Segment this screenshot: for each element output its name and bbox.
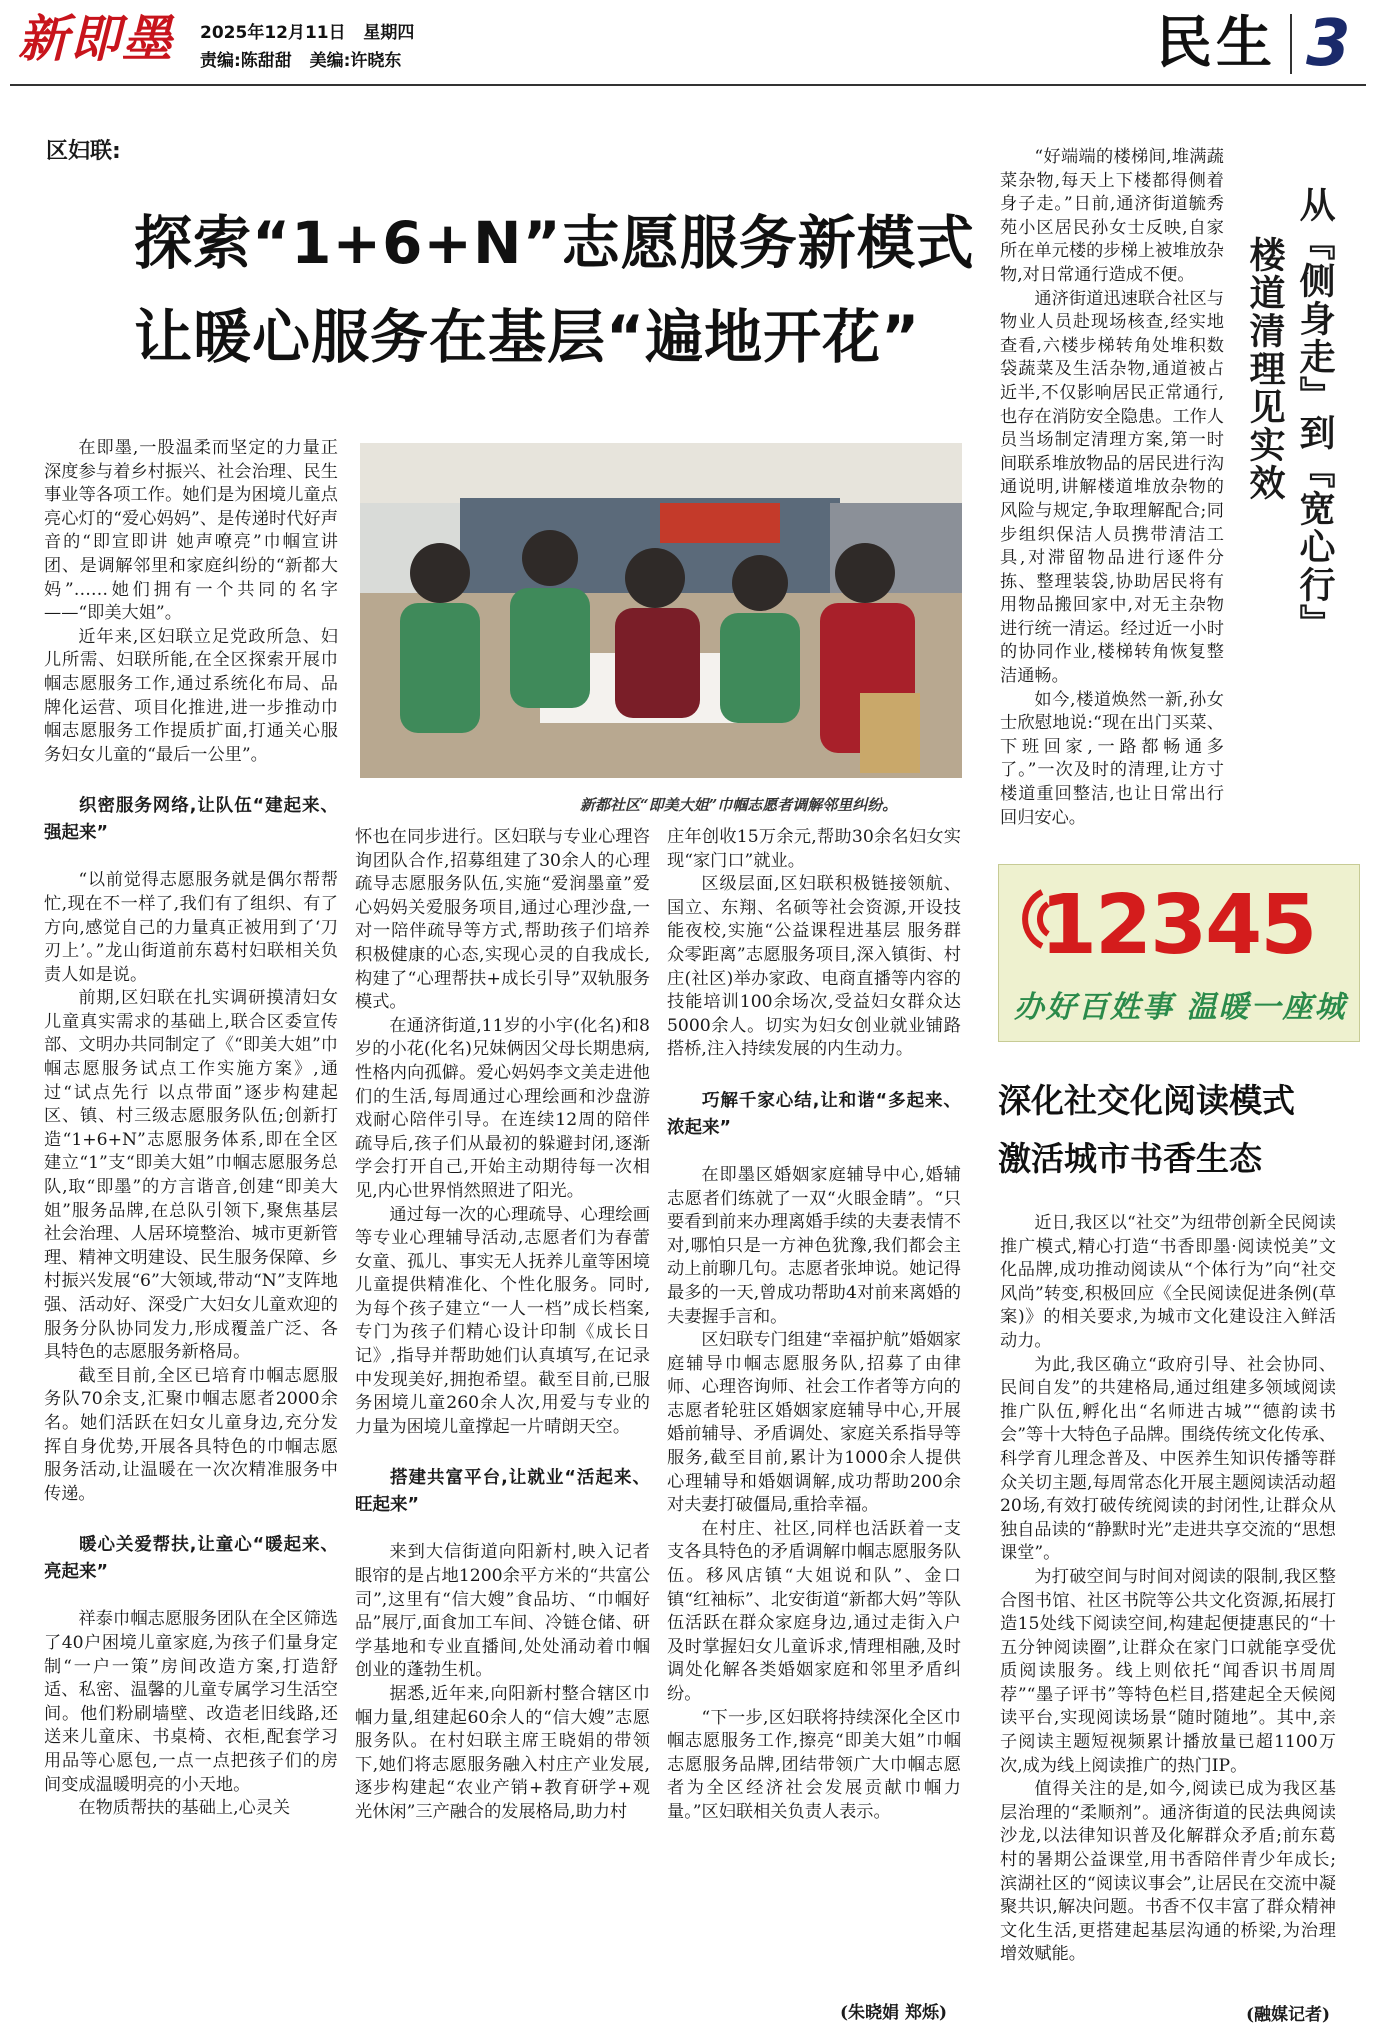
- paragraph: 为打破空间与时间对阅读的限制,我区整合图书馆、社区书院等公共文化资源,拓展打造15处线下阅读空间,构建起便捷惠民的“十五分钟阅读圈”,让群众在家门口就能享受优质阅读服务。线上则依托“闻香识书周周荐”“墨子评书”等特色栏目,搭建起全天候阅读平台,实现阅读场景“随时随地”。其中,亲子阅读主题短视频累计播放量已超1100万次,成为线上阅读推广的热门IP。: [1000, 1566, 1336, 1776]
- paragraph: “以前觉得志愿服务就是偶尔帮帮忙,现在不一样了,我们有了组织、有了方向,感觉自己的力量真正被用到了‘刀刃上’。”龙山街道前东葛村妇联相关负责人如是说。: [44, 870, 338, 985]
- paragraph: 通济街道迅速联合社区与物业人员赴现场核查,经实地查看,六楼步梯转角处堆积数袋蔬菜及生活杂物,通道被占近半,不仅影响居民正常通行,也存在消防安全隐患。工作人员当场制定清理方案,第一时间联系堆放物品的居民进行沟通说明,讲解楼道堆放杂物的风险与规定,争取理解配合;同步组织保洁人员携带清洁工具,对滞留物品进行逐件分拣、整理装袋,协助居民将有用物品搬回家中,对无主杂物进行统一清运。经过近一小时的协同作业,楼梯转角恢复整洁通畅。: [1000, 288, 1224, 687]
- newspaper-logo: 新即墨: [18, 9, 174, 68]
- header-divider: [1290, 14, 1292, 74]
- issue-weekday: 星期四: [363, 23, 415, 43]
- article2-title-line-1: 深化社交化阅读模式: [998, 1081, 1295, 1120]
- paragraph: 来到大信街道向阳新村,映入记者眼帘的是占地1200余平方米的“共富公司”,这里有“信大嫂”食品坊、“巾帼好品”展厅,面食加工车间、冷链仓储、研学基地和专业直播间,处处涌动着巾帼创业的蓬勃生机。: [355, 1542, 650, 1681]
- paragraph: 庄年创收15万余元,帮助30余名妇女实现“家门口”就业。: [667, 827, 961, 871]
- volunteers-photo: [360, 443, 962, 778]
- article1-column-2: [355, 826, 650, 1825]
- issue-date: 2025年12月11日: [200, 23, 346, 43]
- article-kicker: 区妇联:: [46, 139, 121, 164]
- paragraph: 据悉,近年来,向阳新村整合辖区巾帼力量,组建起60余人的“信大嫂”志愿服务队。在村妇联主席王晓娟的带领下,她们将志愿服务融入村庄产业发展,逐步构建起“农业产销+教育研学+观光休闲”三产融合的发展格局,助力村: [355, 1684, 650, 1822]
- paragraph: 截至目前,全区已培育巾帼志愿服务队70余支,汇聚巾帼志愿者2000余名。她们活跃在妇女儿童身边,充分发挥自身优势,开展各具特色的巾帼志愿服务活动,让温暖在一次次精准服务中传递。: [44, 1365, 338, 1504]
- paragraph: “下一步,区妇联将持续深化全区巾帼志愿服务工作,擦亮“即美大姐”巾帼志愿服务品牌,团结带领广大巾帼志愿者为全区经济社会发展贡献巾帼力量。”区妇联相关负责人表示。: [667, 1707, 961, 1822]
- designer: 美编:许晓东: [309, 51, 402, 71]
- paragraph: 怀也在同步进行。区妇联与专业心理咨询团队合作,招募组建了30余人的心理疏导志愿服务队伍,实施“爱润墨童”爱心妈妈关爱服务项目,通过心理沙盘,一对一陪伴疏导等方式,帮助孩子们培养积极健康的心态,实现心灵的自我成长,构建了“心理帮扶+成长引导”双轨服务模式。: [355, 827, 650, 1013]
- article1-column-3: [667, 826, 961, 1825]
- paragraph: 为此,我区确立“政府引导、社会协同、民间自发”的共建格局,通过组建多领域阅读推广队伍,孵化出“名师进古城”“德韵读书会”等十大特色子品牌。围绕传统文化传承、科学育儿理念普及、中医养生知识传播等群众关切主题,每周常态化开展主题阅读活动超20场,有效打破传统阅读的封闭性,让群众从独自品读的“静默时光”走进共享交流的“思想课堂”。: [1000, 1354, 1336, 1564]
- subheading: 暖心关爱帮扶,让童心“暖起来、亮起来”: [44, 1535, 338, 1583]
- subheading: 巧解千家心结,让和谐“多起来、浓起来”: [667, 1090, 961, 1138]
- paragraph: 在村庄、社区,同样也活跃着一支支各具特色的矛盾调解巾帼志愿服务队伍。移风店镇“大姐说和队”、金口镇“红袖标”、北安街道“新都大妈”等队伍活跃在群众家庭身边,通过走街入户及时掌握妇女儿童诉求,情理相融,及时调处化解各类婚姻家庭和邻里矛盾纠纷。: [667, 1518, 961, 1704]
- article2-byline: (融媒记者): [1246, 2005, 1331, 2025]
- paragraph: “好端端的楼梯间,堆满蔬菜杂物,每天上下楼都得侧着身子走。”日前,通济街道毓秀苑小区居民孙女士反映,自家所在单元楼的步梯上被堆放杂物,对日常通行造成不便。: [1000, 147, 1224, 285]
- editor: 责编:陈甜甜: [200, 51, 292, 71]
- article2-title-line-2: 激活城市书香生态: [998, 1139, 1262, 1178]
- article2-body: [1000, 1212, 1336, 1967]
- paragraph: 祥泰巾帼志愿服务团队在全区筛选了40户困境儿童家庭,为孩子们量身定制“一户一策”房间改造方案,打造舒适、私密、温馨的儿童专属学习生活空间。他们粉刷墙壁、改造老旧线路,还送来儿童床、书桌椅、衣柜,配套学习用品等心愿包,一点一点把孩子们的房间变成温暖明亮的小天地。: [44, 1609, 338, 1795]
- paragraph: 在即墨区婚姻家庭辅导中心,婚辅志愿者们练就了一双“火眼金睛”。“只要看到前来办理离婚手续的夫妻表情不对,哪怕只是一方神色犹豫,我们都会主动上前聊几句。志愿者张坤说。她记得最多的一天,曾成功帮助4对前来离婚的夫妻握手言和。: [667, 1164, 961, 1327]
- page-number: 3: [1306, 7, 1351, 81]
- paragraph: 在物质帮扶的基础上,心灵关: [78, 1798, 291, 1819]
- paragraph: 在即墨,一股温柔而坚定的力量正深度参与着乡村振兴、社会治理、民生事业等各项工作。她们是为困境儿童点亮心灯的“爱心妈妈”、是传递时代好声音的“即宣即讲 她声嘹亮”巾帼宣讲团、是调解邻里和家庭纠纷的“新都大妈”……她们拥有一个共同的名字——“即美大姐”。: [44, 438, 338, 624]
- paragraph: 前期,区妇联在扎实调研摸清妇女儿童真实需求的基础上,联合区委宣传部、文明办共同制定了《“即美大姐”巾帼志愿服务试点工作实施方案》,通过“试点先行 以点带面”逐步构建起区、镇、村三级志愿服务队伍;创新打造“1+6+N”志愿服务体系,即在全区建立“1”支“即美大姐”巾帼志愿服务总队,取“即墨”的方言谐音,创建“即美大姐”服务品牌,在总队引领下,聚焦基层社会治理、人居环境整治、城市更新管理、精神文明建设、民生服务保障、乡村振兴发展“6”大领域,带动“N”支阵地强、活动好、深受广大妇女儿童欢迎的服务分队协同发力,形成覆盖广泛、各具特色的志愿服务新格局。: [44, 988, 338, 1363]
- paragraph: 如今,楼道焕然一新,孙女士欣慰地说:“现在出门买菜、下班回家,一路都畅通多了。”一次及时的清理,让方寸楼道重回整洁,也让日常出行回归安心。: [1000, 689, 1224, 828]
- paragraph: 通过每一次的心理疏导、心理绘画等专业心理辅导活动,志愿者们为春蕾女童、孤儿、事实无人抚养儿童等困境儿童提供精准化、个性化服务。同时,为每个孩子建立“一人一档”成长档案,专门为孩子们精心设计印制《成长日记》,指导并帮助她们认真填写,在记录中发现美好,拥抱希望。截至目前,已服务困境儿童260余人次,用爱与专业的力量为困境儿童撑起一片晴朗天空。: [355, 1204, 650, 1437]
- section-name: 民生: [1156, 11, 1276, 76]
- headline-line-2: 让暖心服务在基层“遍地开花”: [134, 303, 921, 371]
- side-article-body: [1000, 146, 1224, 830]
- paragraph: 值得关注的是,如今,阅读已成为我区基层治理的“柔顺剂”。通济街道的民法典阅读沙龙,以法律知识普及化解群众矛盾;前东葛村的暑期公益课堂,用书香陪伴青少年成长;滨湖社区的“阅读议事会”,让居民在交流中凝聚共识,解决问题。书香不仅丰富了群众精神文化生活,更搭建起基层沟通的桥梁,为治理增效赋能。: [1000, 1779, 1336, 1965]
- side-article-title-2: 楼道清理见实效: [1244, 236, 1285, 502]
- headline-line-1: 探索“1+6+N”志愿服务新模式: [134, 209, 975, 277]
- photo-caption: 新都社区“即美大姐”巾帼志愿者调解邻里纠纷。: [580, 796, 898, 814]
- editor-line: [200, 46, 401, 71]
- article1-byline: (朱晓娟 郑烁): [840, 2003, 948, 2023]
- paragraph: 区妇联专门组建“幸福护航”婚姻家庭辅导巾帼志愿服务队,招募了由律师、心理咨询师、社会工作者等方向的志愿者轮驻区婚姻家庭辅导中心,开展婚前辅导、矛盾调处、家庭关系指导等服务,截至目前,累计为1000余人提供心理辅导和婚姻调解,成功帮助200余对夫妻打破僵局,重拾幸福。: [667, 1330, 961, 1516]
- paragraph: 区级层面,区妇联积极链接领航、国立、东翔、名硕等社会资源,开设技能夜校,实施“公益课程进基层 服务群众零距离”志愿服务项目,深入镇街、村庄(社区)举办家政、电商直播等内容的技能培训100余场次,受益妇女群众达5000余人。切实为妇女创业就业铺路搭桥,注入持续发展的内生动力。: [667, 874, 961, 1060]
- issue-date-line: [200, 18, 414, 43]
- paragraph: 近年来,区妇联立足党政所急、妇儿所需、妇联所能,在全区探索开展巾帼志愿服务工作,通过系统化布局、品牌化运营、项目化推进,进一步推动巾帼志愿服务工作提质扩面,打通关心服务妇女儿童的“最后一公里”。: [44, 626, 338, 765]
- subheading: 织密服务网络,让队伍“建起来、强起来”: [44, 796, 338, 844]
- article1-column-1: [44, 437, 338, 1821]
- photo-illustration: [360, 443, 962, 778]
- hotline-number: 12345: [1040, 878, 1316, 973]
- header-rule: [10, 84, 1366, 86]
- paragraph: 在通济街道,11岁的小宇(化名)和8岁的小花(化名)兄妹俩因父母长期患病,性格内向孤僻。爱心妈妈李文美走进他们的生活,每周通过心理绘画和沙盘游戏耐心陪伴引导。在连续12周的陪伴疏导后,孩子们从最初的躲避封闭,逐渐学会打开自己,开始主动期待每一次相见,内心世界悄然照进了阳光。: [355, 1015, 650, 1201]
- hotline-slogan: 办好百姓事 温暖一座城: [1014, 990, 1347, 1025]
- article2-title: [998, 1072, 1295, 1188]
- subheading: 搭建共富平台,让就业“活起来、旺起来”: [355, 1468, 650, 1516]
- paragraph: 近日,我区以“社交”为纽带创新全民阅读推广模式,精心打造“书香即墨·阅读悦美”文化品牌,成功推动阅读从“个体行为”向“社交风尚”转变,积极回应《全民阅读促进条例(草案)》的相关要求,为城市文化建设注入鲜活动力。: [1000, 1213, 1336, 1351]
- side-article-title-1: 从『侧身走』到『宽心行』: [1294, 186, 1335, 642]
